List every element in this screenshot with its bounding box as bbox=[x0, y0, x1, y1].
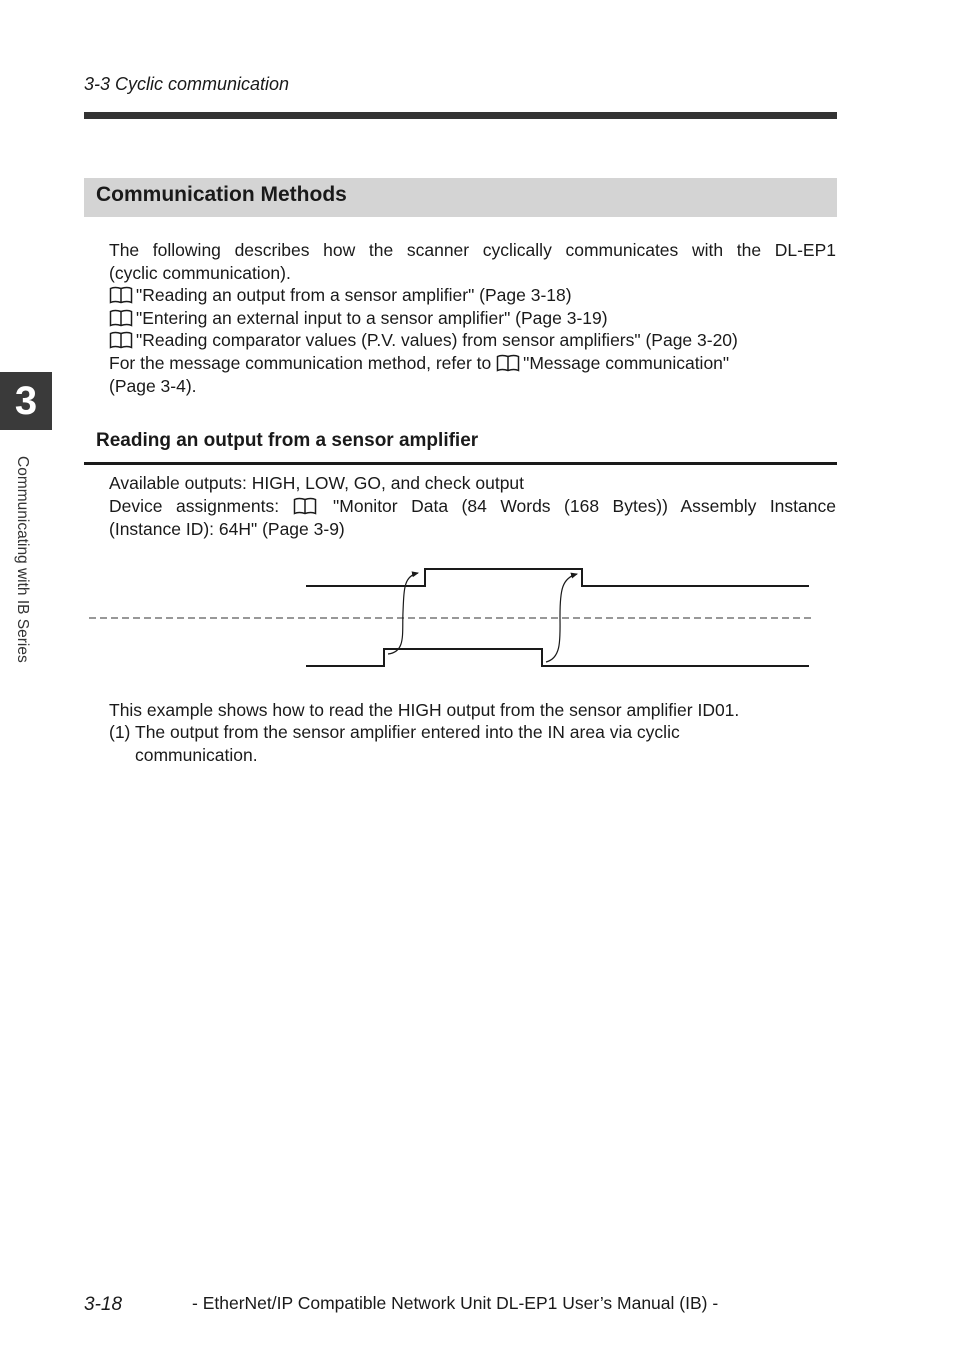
upper-signal-waveform bbox=[306, 569, 809, 586]
timing-diagram bbox=[84, 560, 824, 680]
book-icon bbox=[496, 354, 520, 372]
transfer-arrow-falling bbox=[546, 574, 577, 662]
subsection-rule bbox=[84, 462, 837, 465]
page-number: 3-18 bbox=[84, 1294, 123, 1315]
step-text-line-1: The output from the sensor amplifier entered into the IN area via cyclic bbox=[135, 722, 680, 742]
device-assignments-reference-cont: (Instance ID): 64H" (Page 3-9) bbox=[109, 519, 345, 539]
running-header: 3-3 Cyclic communication bbox=[84, 74, 290, 94]
book-icon bbox=[109, 309, 133, 327]
section-heading-bar bbox=[84, 178, 837, 217]
step-number: (1) bbox=[109, 722, 131, 742]
chapter-number: 3 bbox=[14, 379, 38, 423]
device-assignments-label: Device assignments: bbox=[109, 496, 280, 516]
section-title: Communication Methods bbox=[96, 183, 347, 206]
device-assignments-line bbox=[109, 495, 836, 518]
subsection-title: Reading an output from a sensor amplifier bbox=[96, 430, 479, 451]
message-reference-text: "Message communication" bbox=[523, 353, 730, 373]
reference-text-3: "Reading comparator values (P.V. values) from sensor amplifiers" (Page 3-20) bbox=[136, 330, 738, 350]
reference-link-2[interactable] bbox=[109, 307, 608, 330]
reference-link-1[interactable] bbox=[109, 284, 572, 307]
reference-text-2: "Entering an external input to a sensor amplifier" (Page 3-19) bbox=[136, 308, 608, 328]
header-rule bbox=[84, 112, 837, 119]
chapter-side-label: Communicating with IB Series bbox=[14, 456, 31, 663]
message-prefix: For the message communication method, refer to bbox=[109, 353, 492, 373]
book-icon bbox=[109, 331, 133, 349]
device-assignments-reference[interactable]: "Monitor Data (84 Words (168 Bytes)) Assembly Instance bbox=[333, 496, 836, 516]
intro-line-2: (cyclic communication). bbox=[109, 263, 291, 283]
chapter-tab bbox=[0, 372, 52, 430]
intro-line-1: The following describes how the scanner cyclically communicates with the DL-EP1 bbox=[109, 240, 836, 260]
available-outputs-line bbox=[109, 472, 524, 495]
book-icon bbox=[293, 497, 317, 515]
message-reference-page: (Page 3-4). bbox=[109, 376, 197, 396]
reference-link-3[interactable] bbox=[109, 329, 738, 352]
available-outputs-label: Available outputs bbox=[109, 473, 242, 493]
message-reference-link[interactable] bbox=[496, 353, 729, 373]
example-line: This example shows how to read the HIGH output from the sensor amplifier ID01. bbox=[109, 700, 740, 720]
available-outputs-value: : HIGH, LOW, GO, and check output bbox=[241, 473, 525, 493]
book-icon bbox=[109, 286, 133, 304]
step-text-line-2: communication. bbox=[135, 745, 258, 765]
reference-text-1: "Reading an output from a sensor amplifier" (Page 3-18) bbox=[136, 285, 572, 305]
manual-title: - EtherNet/IP Compatible Network Unit DL-EP1 User’s Manual (IB) - bbox=[192, 1293, 719, 1313]
message-reference-line bbox=[109, 352, 729, 375]
